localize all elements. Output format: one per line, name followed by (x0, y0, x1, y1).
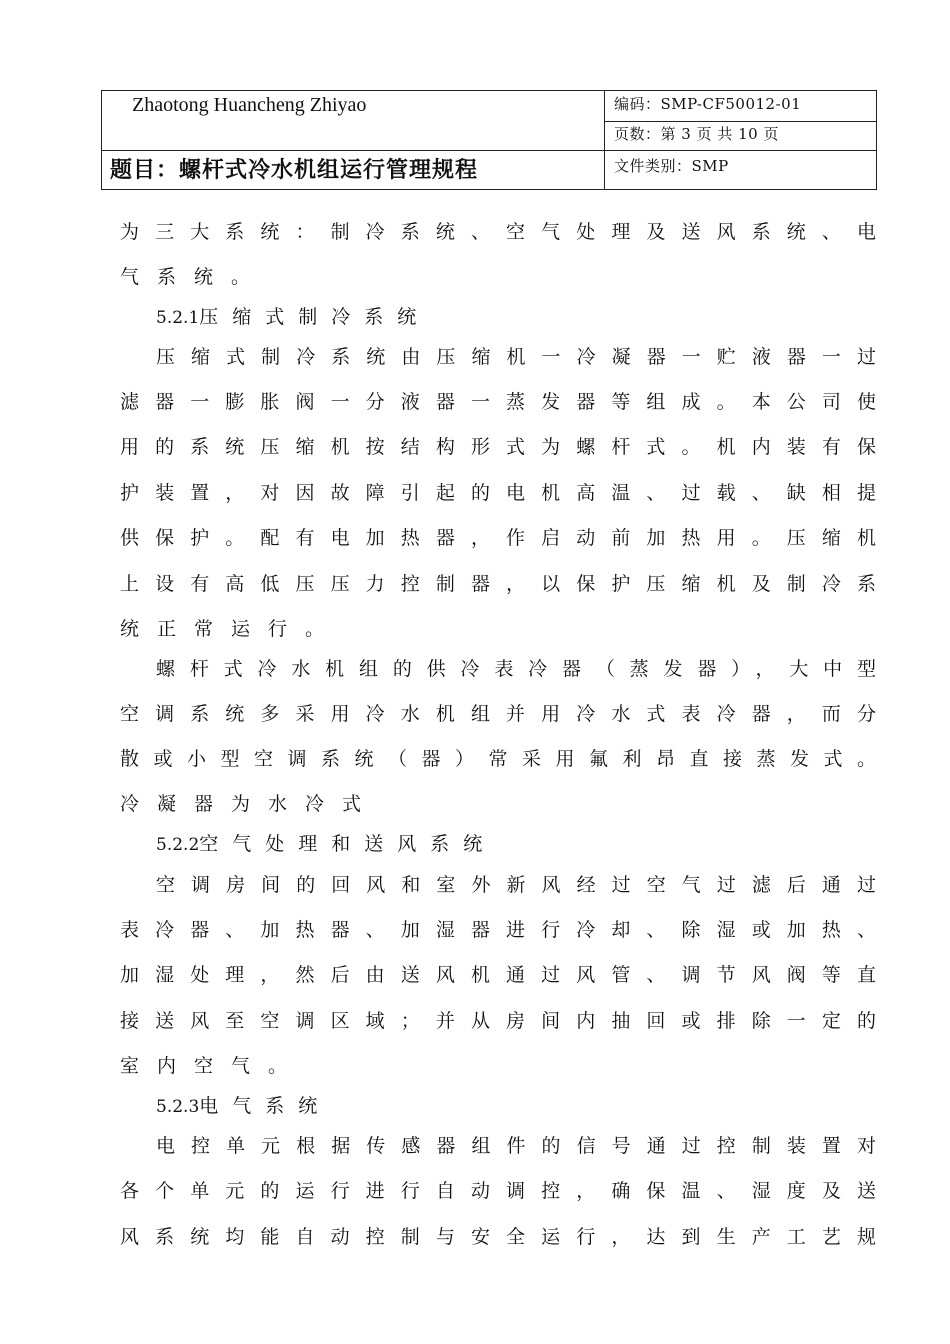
section-number: 5.2.2 (156, 835, 200, 855)
section-heading (156, 832, 876, 857)
paragraph-line: 滤器一膨胀阀一分液器一蒸发器等组成。本公司使 (120, 391, 876, 413)
paragraph-line: 护装置，对因故障引起的电机高温、过载、缺相提 (120, 482, 876, 504)
paragraph-line: 为三大系统：制冷系统、空气处理及送风系统、电 (120, 221, 876, 243)
document-category: 文件类别：SMP (614, 157, 729, 175)
section-title: 电气系统 (199, 1095, 332, 1117)
paragraph-line: 散或小型空调系统（器）常采用氟利昂直接蒸发式。 (120, 748, 876, 770)
section-title: 空气处理和送风系统 (199, 833, 497, 855)
paragraph-line: 室内空气。 (120, 1055, 306, 1077)
section-title: 压缩式制冷系统 (199, 306, 431, 328)
paragraph-line: 冷凝器为水冷式 (120, 793, 380, 815)
paragraph-line: 统正常运行。 (120, 618, 343, 640)
paragraph-line: 气系统。 (120, 266, 269, 288)
paragraph-line: 用的系统压缩机按结构形式为螺杆式。机内装有保 (120, 436, 876, 458)
header-divider (604, 121, 876, 122)
paragraph-line: 供保护。配有电加热器，作启动前加热用。压缩机 (120, 527, 876, 549)
paragraph-line: 电控单元根据传感器组件的信号通过控制装置对 (156, 1135, 876, 1157)
section-number: 5.2.1 (156, 308, 200, 328)
paragraph-line: 各个单元的运行进行自动调控，确保温、湿度及送 (120, 1180, 876, 1202)
paragraph-line: 风系统均能自动控制与安全运行，达到生产工艺规 (120, 1226, 876, 1248)
header-divider (102, 150, 876, 151)
paragraph-line: 螺杆式冷水机组的供冷表冷器（蒸发器），大中型 (156, 658, 876, 680)
page-count: 页数：第 3 页 共 10 页 (614, 125, 779, 143)
paragraph-line: 压缩式制冷系统由压缩机一冷凝器一贮液器一过 (156, 346, 876, 368)
document-title: 题目：螺杆式冷水机组运行管理规程 (110, 158, 479, 183)
section-number: 5.2.3 (156, 1097, 200, 1117)
paragraph-line: 表冷器、加热器、加湿器进行冷却、除湿或加热、 (120, 919, 876, 941)
company-name: Zhaotong Huancheng Zhiyao (132, 94, 367, 116)
document-code: 编码：SMP-CF50012-01 (614, 95, 802, 113)
section-heading (156, 305, 876, 330)
paragraph-line: 上设有高低压压力控制器，以保护压缩机及制冷系 (120, 573, 876, 595)
paragraph-line: 空调房间的回风和室外新风经过空气过滤后通过 (156, 874, 876, 896)
document-header (101, 90, 877, 190)
paragraph-line: 接送风至空调区域；并从房间内抽回或排除一定的 (120, 1010, 876, 1032)
header-divider (604, 91, 605, 189)
paragraph-line: 空调系统多采用冷水机组并用冷水式表冷器，而分 (120, 703, 876, 725)
section-heading (156, 1094, 876, 1119)
paragraph-line: 加湿处理，然后由送风机通过风管、调节风阀等直 (120, 964, 876, 986)
